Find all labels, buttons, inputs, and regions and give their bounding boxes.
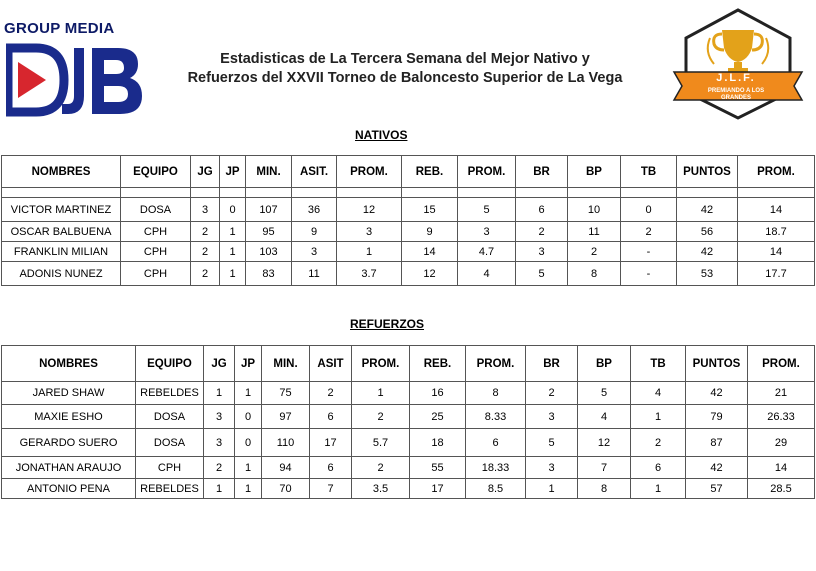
stat-cell: REBELDES — [136, 479, 204, 499]
stat-cell: 42 — [686, 382, 748, 405]
column-header: PROM. — [337, 156, 402, 188]
stat-cell: 1 — [526, 479, 578, 499]
stat-cell: - — [621, 262, 677, 286]
stat-cell: 26.33 — [748, 405, 815, 429]
stat-cell: 5.7 — [352, 429, 410, 457]
nativos-table — [1, 155, 815, 286]
stat-cell: 7 — [578, 457, 631, 479]
stat-cell: 1 — [220, 242, 246, 262]
stat-cell: 8 — [466, 382, 526, 405]
stat-cell: 3 — [526, 457, 578, 479]
stat-cell: DOSA — [121, 198, 191, 222]
table-row — [2, 405, 815, 429]
stat-cell: CPH — [121, 262, 191, 286]
player-name-cell: VICTOR MARTINEZ — [2, 198, 121, 222]
stat-cell: 1 — [204, 382, 235, 405]
column-header: ASIT. — [292, 156, 337, 188]
jlf-logo — [670, 8, 806, 120]
stat-cell: 2 — [516, 222, 568, 242]
stat-cell: 4 — [578, 405, 631, 429]
table-row — [2, 429, 815, 457]
stat-cell: 1 — [337, 242, 402, 262]
stat-cell: 79 — [686, 405, 748, 429]
stat-cell: 42 — [677, 198, 738, 222]
table-row — [2, 222, 815, 242]
column-header: PROM. — [466, 346, 526, 382]
stat-cell: 1 — [204, 479, 235, 499]
stat-cell: CPH — [121, 242, 191, 262]
stat-cell: 1 — [220, 262, 246, 286]
player-name-cell: JONATHAN ARAUJO — [2, 457, 136, 479]
column-header: PUNTOS — [677, 156, 738, 188]
stat-cell: 57 — [686, 479, 748, 499]
stat-cell: 14 — [748, 457, 815, 479]
stat-cell: 1 — [235, 457, 262, 479]
column-header: TB — [631, 346, 686, 382]
stat-cell: 17.7 — [738, 262, 815, 286]
stat-cell: 97 — [262, 405, 310, 429]
column-header: ASIT — [310, 346, 352, 382]
stat-cell: 6 — [466, 429, 526, 457]
spacer-row — [2, 188, 815, 198]
stat-cell: 2 — [631, 429, 686, 457]
table-row — [2, 198, 815, 222]
stat-cell: 0 — [235, 429, 262, 457]
stat-cell: 2 — [191, 222, 220, 242]
djb-logo-icon — [6, 38, 144, 118]
stat-cell: 14 — [738, 198, 815, 222]
stat-cell: 83 — [246, 262, 292, 286]
stat-cell: 3 — [526, 405, 578, 429]
stat-cell: 3 — [191, 198, 220, 222]
column-header: PROM. — [352, 346, 410, 382]
stat-cell: 95 — [246, 222, 292, 242]
table-row — [2, 262, 815, 286]
stat-cell: 21 — [748, 382, 815, 405]
stat-cell: 2 — [352, 405, 410, 429]
stat-cell: 17 — [310, 429, 352, 457]
player-name-cell: ADONIS NUNEZ — [2, 262, 121, 286]
stat-cell: 8 — [568, 262, 621, 286]
stat-cell: 42 — [686, 457, 748, 479]
stat-cell: 1 — [235, 479, 262, 499]
refuerzos-heading: REFUERZOS — [350, 317, 425, 331]
stat-cell: CPH — [121, 222, 191, 242]
stat-cell: 36 — [292, 198, 337, 222]
table-header-row — [2, 156, 815, 188]
stat-cell: 18.7 — [738, 222, 815, 242]
stat-cell: 5 — [458, 198, 516, 222]
column-header: EQUIPO — [136, 346, 204, 382]
table-row — [2, 242, 815, 262]
player-name-cell: ANTONIO PENA — [2, 479, 136, 499]
column-header: MIN. — [246, 156, 292, 188]
stat-cell: 87 — [686, 429, 748, 457]
stat-cell: 0 — [621, 198, 677, 222]
stat-cell: 1 — [631, 405, 686, 429]
trophy-badge-icon — [670, 8, 806, 120]
stat-cell: 8.5 — [466, 479, 526, 499]
stat-cell: 70 — [262, 479, 310, 499]
stat-cell: 10 — [568, 198, 621, 222]
stat-cell: 53 — [677, 262, 738, 286]
stat-cell: CPH — [136, 457, 204, 479]
refuerzos-table — [1, 345, 815, 499]
stat-cell: 1 — [631, 479, 686, 499]
player-name-cell: MAXIE ESHO — [2, 405, 136, 429]
player-name-cell: OSCAR BALBUENA — [2, 222, 121, 242]
stat-cell: 56 — [677, 222, 738, 242]
stat-cell: 6 — [516, 198, 568, 222]
brand-text: GROUP MEDIA — [4, 20, 115, 37]
stat-cell: 3 — [337, 222, 402, 242]
page-title — [150, 50, 660, 88]
badge-text: J.L.F. — [716, 72, 756, 84]
stat-cell: 3 — [516, 242, 568, 262]
stat-cell: 2 — [526, 382, 578, 405]
stat-cell: 5 — [516, 262, 568, 286]
stat-cell: 55 — [410, 457, 466, 479]
stat-cell: 103 — [246, 242, 292, 262]
stat-cell: REBELDES — [136, 382, 204, 405]
column-header: BR — [516, 156, 568, 188]
stat-cell: 2 — [191, 262, 220, 286]
stat-cell: DOSA — [136, 429, 204, 457]
stat-cell: 12 — [578, 429, 631, 457]
stat-cell: 110 — [262, 429, 310, 457]
stat-cell: 3 — [292, 242, 337, 262]
stat-cell: 1 — [352, 382, 410, 405]
stat-cell: 2 — [352, 457, 410, 479]
player-name-cell: FRANKLIN MILIAN — [2, 242, 121, 262]
column-header: BR — [526, 346, 578, 382]
stat-cell: 12 — [402, 262, 458, 286]
column-header: TB — [621, 156, 677, 188]
column-header: BP — [578, 346, 631, 382]
stat-cell: 14 — [738, 242, 815, 262]
stat-cell: 18 — [410, 429, 466, 457]
stat-cell: 29 — [748, 429, 815, 457]
column-header: PUNTOS — [686, 346, 748, 382]
stat-cell: 2 — [204, 457, 235, 479]
stat-cell: 0 — [220, 198, 246, 222]
stat-cell: 107 — [246, 198, 292, 222]
column-header: JP — [235, 346, 262, 382]
stat-cell: 3 — [458, 222, 516, 242]
stat-cell: 0 — [235, 405, 262, 429]
stat-cell: 3.7 — [337, 262, 402, 286]
stat-cell: 6 — [310, 405, 352, 429]
table-row — [2, 457, 815, 479]
stat-cell: 8.33 — [466, 405, 526, 429]
stat-cell: 4 — [458, 262, 516, 286]
stat-cell: 17 — [410, 479, 466, 499]
stat-cell: 5 — [578, 382, 631, 405]
column-header: NOMBRES — [2, 156, 121, 188]
column-header: JG — [204, 346, 235, 382]
stat-cell: 18.33 — [466, 457, 526, 479]
stat-cell: 75 — [262, 382, 310, 405]
stat-cell: 12 — [337, 198, 402, 222]
stat-cell: 4.7 — [458, 242, 516, 262]
stat-cell: 25 — [410, 405, 466, 429]
table-header-row — [2, 346, 815, 382]
column-header: JP — [220, 156, 246, 188]
stat-cell: 42 — [677, 242, 738, 262]
nativos-heading: NATIVOS — [355, 128, 408, 142]
group-media-logo — [4, 20, 144, 120]
column-header: PROM. — [738, 156, 815, 188]
column-header: PROM. — [458, 156, 516, 188]
title-line-2: Refuerzos del XXVII Torneo de Baloncesto Superior de La Vega — [187, 70, 623, 86]
column-header: BP — [568, 156, 621, 188]
stat-cell: 2 — [621, 222, 677, 242]
column-header: MIN. — [262, 346, 310, 382]
stat-cell: 2 — [310, 382, 352, 405]
stat-cell: 4 — [631, 382, 686, 405]
stat-cell: 3 — [204, 405, 235, 429]
stat-cell: 7 — [310, 479, 352, 499]
stat-cell: - — [621, 242, 677, 262]
player-name-cell: GERARDO SUERO — [2, 429, 136, 457]
player-name-cell: JARED SHAW — [2, 382, 136, 405]
column-header: NOMBRES — [2, 346, 136, 382]
badge-subtext: PREMIANDO A LOS GRANDES — [707, 88, 765, 101]
column-header: REB. — [410, 346, 466, 382]
stat-cell: 9 — [292, 222, 337, 242]
stat-cell: 15 — [402, 198, 458, 222]
stat-cell: 6 — [631, 457, 686, 479]
stat-cell: 2 — [568, 242, 621, 262]
stat-cell: 1 — [235, 382, 262, 405]
stat-cell: 94 — [262, 457, 310, 479]
column-header: EQUIPO — [121, 156, 191, 188]
column-header: REB. — [402, 156, 458, 188]
stat-cell: 2 — [191, 242, 220, 262]
stat-cell: DOSA — [136, 405, 204, 429]
stat-cell: 5 — [526, 429, 578, 457]
stat-cell: 11 — [292, 262, 337, 286]
stat-cell: 1 — [220, 222, 246, 242]
column-header: JG — [191, 156, 220, 188]
table-row — [2, 382, 815, 405]
column-header: PROM. — [748, 346, 815, 382]
stat-cell: 28.5 — [748, 479, 815, 499]
stat-cell: 9 — [402, 222, 458, 242]
stat-cell: 3 — [204, 429, 235, 457]
stat-cell: 14 — [402, 242, 458, 262]
stat-cell: 8 — [578, 479, 631, 499]
stat-cell: 16 — [410, 382, 466, 405]
stat-cell: 3.5 — [352, 479, 410, 499]
title-line-1: Estadisticas de La Tercera Semana del Mejor Nativo y — [220, 51, 590, 67]
stat-cell: 11 — [568, 222, 621, 242]
table-row — [2, 479, 815, 499]
stat-cell: 6 — [310, 457, 352, 479]
